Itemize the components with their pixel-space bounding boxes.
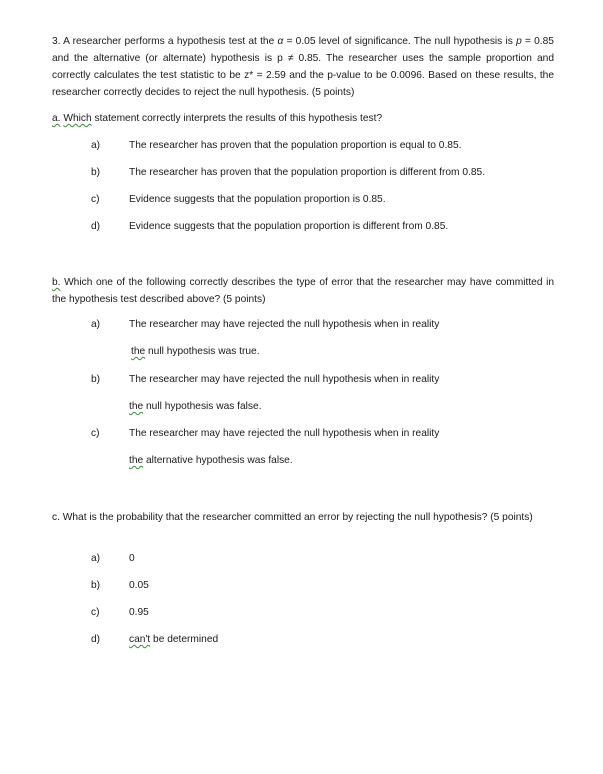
- part-a-prefix: a.: [52, 113, 61, 124]
- part-b-option-line2: [131, 345, 260, 359]
- part-a-option-label: d): [91, 221, 101, 232]
- part-a-option-label: a): [91, 140, 101, 151]
- part-b-option-label: b): [91, 374, 101, 385]
- part-c-option-label: b): [91, 580, 101, 591]
- part-c-option-text: 0.95: [129, 607, 149, 618]
- part-c-option-label: d): [91, 634, 101, 645]
- question-3-stem: [52, 33, 554, 101]
- part-a-option-text: Evidence suggests that the population proportion is different from 0.85.: [129, 221, 449, 232]
- stem-rest: = 0.05 level of significance. The null hypothesis is: [283, 36, 517, 47]
- part-a-question-text: statement correctly interprets the results of this hypothesis test?: [91, 113, 383, 124]
- part-a-option-text: The researcher has proven that the population proportion is different from 0.85.: [129, 167, 486, 178]
- the-word: the: [129, 455, 144, 466]
- part-b-option-line1: The researcher may have rejected the null hypothesis when in reality: [129, 428, 440, 439]
- stem-line2: = 0.85 and the alternative (or alternate) hypothesis is p ≠ 0.85. The researcher uses the sample proportion and correctly calculates the test statistic to be z* = 2.59 and the p-value to be 0.0096. Based on these results, the researcher correctly decides to reject the null hypothesis. (5 points): [52, 36, 554, 98]
- part-a-question: [52, 112, 382, 126]
- part-c-option-label: c): [91, 607, 100, 618]
- p-symbol: p: [516, 36, 522, 47]
- part-b-prefix: b.: [52, 277, 61, 288]
- part-a-option-text: The researcher has proven that the population proportion is equal to 0.85.: [129, 140, 462, 151]
- line2-rest: alternative hypothesis was false.: [143, 455, 293, 466]
- part-c-option-text: [129, 633, 218, 647]
- the-word: the: [131, 346, 146, 357]
- stem-prefix: 3. A researcher performs a hypothesis test at the: [52, 36, 278, 47]
- part-c-option-text: 0: [129, 553, 135, 564]
- part-b-option-label: a): [91, 319, 101, 330]
- part-b-option-line1: The researcher may have rejected the null hypothesis when in reality: [129, 319, 440, 330]
- part-b-question: [52, 274, 554, 308]
- part-c-option-text: 0.05: [129, 580, 149, 591]
- part-b-option-line1: The researcher may have rejected the null hypothesis when in reality: [129, 374, 440, 385]
- part-c-option-label: a): [91, 553, 101, 564]
- alpha-symbol: α: [277, 36, 284, 47]
- the-word: the: [129, 401, 144, 412]
- part-a-option-label: b): [91, 167, 101, 178]
- cant-word: can't: [129, 634, 151, 645]
- part-a-option-text: Evidence suggests that the population proportion is 0.85.: [129, 194, 386, 205]
- part-a-option-label: c): [91, 194, 100, 205]
- part-b-question-text: Which one of the following correctly describes the type of error that the researcher may have committed in the hypothesis test described above? (5 points): [52, 277, 554, 305]
- option-rest: be determined: [150, 634, 219, 645]
- part-c-question: c. What is the probability that the researcher committed an error by rejecting the null hypothesis? (5 points): [52, 512, 533, 523]
- part-b-option-line2: [129, 400, 262, 414]
- line2-rest: null hypothesis was false.: [143, 401, 262, 412]
- part-b-option-label: c): [91, 428, 100, 439]
- part-a-word: Which: [63, 113, 92, 124]
- part-b-option-line2: [129, 454, 293, 468]
- line2-rest: null hypothesis was true.: [145, 346, 260, 357]
